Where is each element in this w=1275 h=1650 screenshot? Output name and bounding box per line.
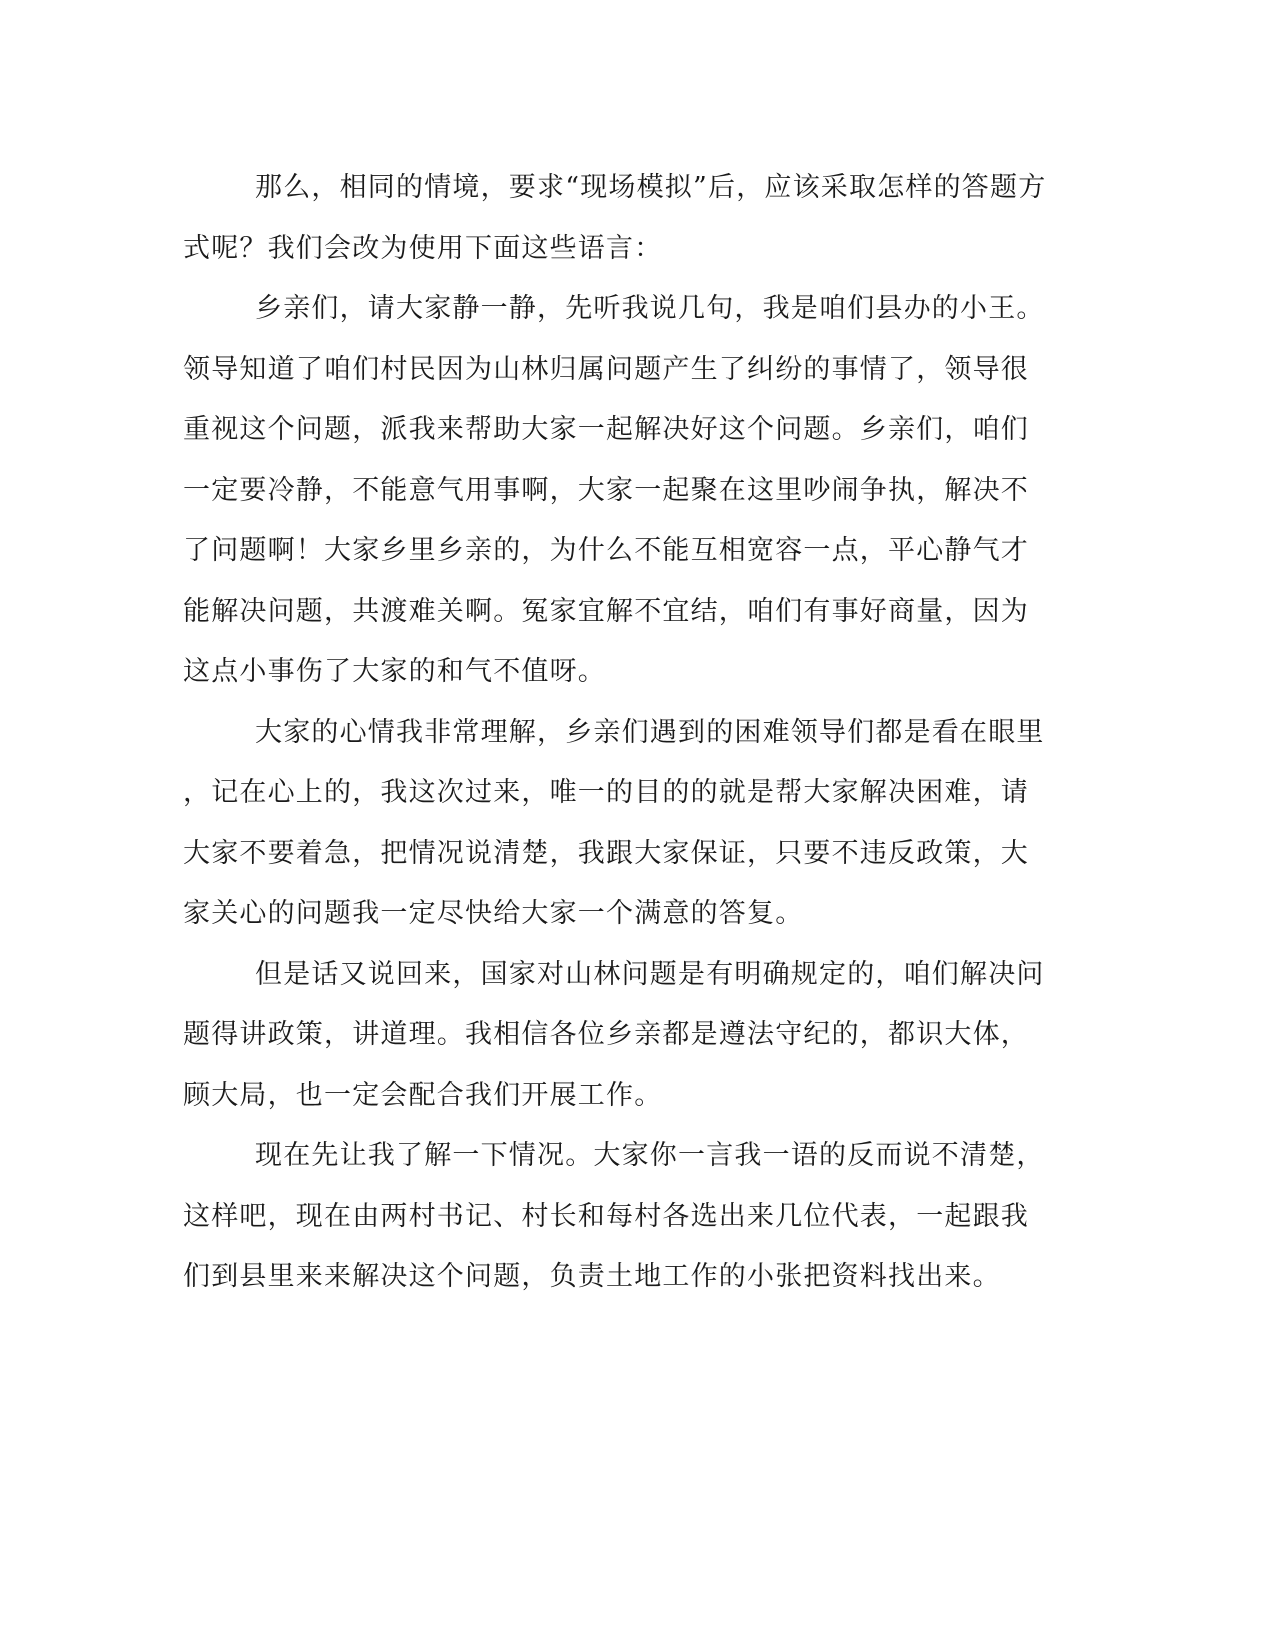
paragraph-line: 这样吧，现在由两村书记、村长和每村各选出来几位代表，一起跟我 bbox=[183, 1200, 1029, 1232]
paragraph-line: 重视这个问题，派我来帮助大家一起解决好这个问题。乡亲们，咱们 bbox=[183, 414, 1029, 445]
paragraph-2 bbox=[183, 279, 1045, 703]
paragraph-line: 们到县里来来解决这个问题，负责土地工作的小张把资料找出来。 bbox=[183, 1261, 1001, 1292]
paragraph-line: 大家不要着急，把情况说清楚，我跟大家保证，只要不违反政策，大 bbox=[183, 837, 1029, 869]
document-body bbox=[183, 158, 1047, 1308]
paragraph-1 bbox=[183, 158, 1047, 279]
paragraph-4 bbox=[183, 945, 1045, 1127]
paragraph-line: 乡亲们，请大家静一静，先听我说几句，我是咱们县办的小王。 bbox=[255, 293, 1045, 324]
paragraph-line: 这点小事伤了大家的和气不值呀。 bbox=[183, 656, 606, 687]
paragraph-line: 家关心的问题我一定尽快给大家一个满意的答复。 bbox=[183, 898, 804, 929]
paragraph-5 bbox=[183, 1126, 1045, 1308]
paragraph-line: 但是话又说回来，国家对山林问题是有明确规定的，咱们解决问 bbox=[255, 958, 1045, 990]
paragraph-line: 现在先让我了解一下情况。大家你一言我一语的反而说不清楚， bbox=[255, 1140, 1045, 1171]
paragraph-line: ，记在心上的，我这次过来，唯一的目的的就是帮大家解决困难，请 bbox=[183, 777, 1029, 808]
paragraph-line: 大家的心情我非常理解，乡亲们遇到的困难领导们都是看在眼里 bbox=[255, 716, 1045, 748]
paragraph-line: 一定要冷静，不能意气用事啊，大家一起聚在这里吵闹争执，解决不 bbox=[183, 474, 1029, 506]
paragraph-line: 能解决问题，共渡难关啊。冤家宜解不宜结，咱们有事好商量，因为 bbox=[183, 595, 1029, 627]
paragraph-line: 顾大局，也一定会配合我们开展工作。 bbox=[183, 1079, 663, 1111]
paragraph-line: 领导知道了咱们村民因为山林归属问题产生了纠纷的事情了，领导很 bbox=[183, 353, 1029, 385]
paragraph-line: 了问题啊！大家乡里乡亲的，为什么不能互相宽容一点，平心静气才 bbox=[183, 535, 1029, 566]
paragraph-line: 题得讲政策，讲道理。我相信各位乡亲都是遵法守纪的，都识大体， bbox=[183, 1019, 1029, 1050]
paragraph-line: 那么，相同的情境，要求“现场模拟”后，应该采取怎样的答题方 bbox=[255, 172, 1047, 203]
paragraph-line: 式呢？我们会改为使用下面这些语言： bbox=[183, 232, 663, 264]
paragraph-3 bbox=[183, 703, 1045, 945]
